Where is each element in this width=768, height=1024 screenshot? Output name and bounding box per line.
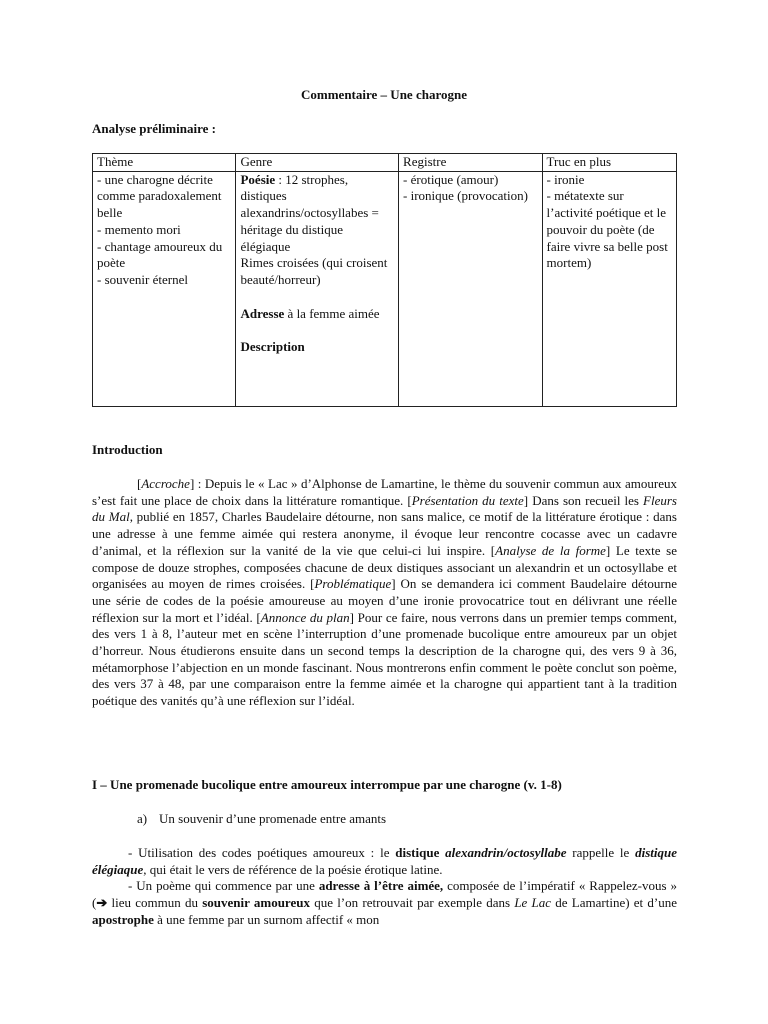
truc-line: - ironie [546,171,585,187]
poesie-text: : 12 strophes, distiques alexandrins/octosyllabes = héritage du distique élégiaque [240,171,379,254]
theme-line: - memento mori [97,221,181,237]
paragraph-adresse [92,878,677,928]
description-label: Description [240,339,305,355]
title-fleurs-du-mal: Fleurs du Mal [92,492,677,525]
analysis-table [92,153,677,407]
theme-line: - chantage amoureux du poète [97,238,223,271]
part-one-heading: I – Une promenade bucolique entre amoureux interrompue par une charogne (v. 1-8) [92,777,562,792]
body-text: de Lamartine) et d’une [551,895,677,911]
introduction-paragraph: [Accroche] : Depuis le « Lac » d’Alphonse de Lamartine, le thème du souvenir commun aux amoureux s’est fait une place de choix dans la littérature romantique. [Présentation du texte] Dans son recueil les Fleurs du Mal, publié en 1857, Charles Baudelaire détourne, non sans malice, ce motif de la littérature érotique : dans une adresse à une femme aimée qui restera anonyme, il évoque leur rencontre cocasse avec un cadavre d’animal, et la réflexion sur la vanité de la vie que celui-ci lui inspire. [Analyse de la forme] Le texte se compose de douze strophes, composées chacune de deux distiques associant un alexandrin et un octosyllabe et organisées au moyen de rimes croisées. [Problématique] On se demandera ici comment Baudelaire détourne une série de codes de la poésie amoureuse au moyen d’une ironie provocatrice tout en délivrant une réelle réflexion sur la mort et l’idéal. [Annonce du plan] Pour ce faire, nous verrons dans un premier temps comment, des vers 1 à 8, l’auteur met en scène l’interruption d’une promenade bucolique entre amoureux par un objet d’horreur. Nous étudierons ensuite dans un second temps la description de la charogne qui, des vers 9 à 36, métamorphose l’abjection en un monde fascinant. Nous montrerons enfin comment le poète conclut son poème, des vers 37 à 48, par une comparaison entre la femme aimée et la charogne qui appartient tant à la tradition poétique des vanités qu’à une réflexion sur l’idéal. [92,476,677,709]
tag-problematique: Problématique [314,576,392,592]
subsection-label: a) [137,811,148,826]
intro-text: On se demandera ici comment Baudelaire détourne une série de codes de la poésie amoureuse au moyen d’une ironie provocatrice tout en délivrant une réelle réflexion sur la mort et l’idéal. [92,576,677,625]
introduction-heading: Introduction [92,442,163,457]
body-text: - Utilisation des codes poétiques amoureux : le [128,845,396,860]
body-text: - Un poème qui commence par une [128,878,319,894]
spacer [240,289,394,306]
term-apostrophe: apostrophe [92,911,154,927]
cell-registre [399,171,542,406]
poesie-label: Poésie [240,171,276,187]
tag-accroche: Accroche [141,476,190,491]
theme-line: - souvenir éternel [97,271,188,287]
genre-adresse [240,306,394,323]
header-registre: Registre [399,154,542,172]
intro-text: : Depuis le « Lac » d’Alphonse de Lamartine, le thème du souvenir commun aux amoureux s’est fait une place de choix dans la littérature romantique. [92,476,677,508]
registre-line: - ironique (provocation) [403,188,528,204]
tag-presentation: Présentation du texte [411,492,524,508]
cell-truc-en-plus [542,171,676,406]
term-alexandrin-octosyllabe: alexandrin/octosyllabe [445,845,567,860]
subsection-title: Un souvenir d’une promenade entre amants [159,811,387,826]
spacer [240,322,394,339]
body-text: que l’on retrouvait par exemple dans [309,895,515,911]
truc-line: - métatexte sur l’activité poétique et le pouvoir du poète (de faire vivre sa belle post mortem) [546,188,668,271]
registre-line: - érotique (amour) [403,171,499,187]
cell-genre [236,171,399,406]
subsection-a-heading [137,811,386,827]
body-text: lieu commun du [107,895,203,911]
part-one-body [92,845,677,929]
body-text: composée de l’impératif « Rappelez-vous » ( [92,878,677,911]
adresse-text: à la femme aimée [284,305,380,321]
intro-text: , publié en 1857, Charles Baudelaire détourne, non sans malice, ce motif de la littérature érotique : dans une adresse à une femme aimée qui restera anonyme, il évoque leur rencontre cocasse avec un cadavre d’animal, et la réflexion sur la vanité de la vie que celui-ci lui inspire. [92,509,677,558]
cell-theme [93,171,236,406]
header-genre: Genre [236,154,399,172]
theme-line: - une charogne décrite comme paradoxalement belle [97,171,222,221]
header-theme: Thème [93,154,236,172]
adresse-label: Adresse [240,305,285,321]
table-row [93,171,677,406]
table-header-row [93,154,677,172]
term-distique-elegiaque: distique élégiaque [92,845,678,877]
preliminary-analysis-heading: Analyse préliminaire : [92,121,216,136]
term-distique: distique [395,845,440,860]
intro-text: Dans son recueil les [528,492,644,508]
genre-description [240,339,394,356]
tag-annonce: Annonce du plan [260,609,350,625]
intro-text: Le texte se compose de douze strophes, composées chacune de deux distiques associant un alexandrin et un octosyllabe et organisées au moyen de rimes croisées. [92,542,677,592]
term-souvenir-amoureux: souvenir amoureux [202,895,310,911]
tag-analyse: Analyse de la forme [495,542,606,558]
header-truc-en-plus: Truc en plus [542,154,676,172]
term-adresse: adresse à l’être aimée, [318,878,444,894]
arrow-icon: ➔ [96,895,108,911]
body-text: rappelle le [566,845,636,860]
paragraph-codes [92,845,677,878]
intro-text: Pour ce faire, nous verrons dans un premier temps comment, des vers 1 à 8, l’auteur met en scène l’interruption d’une promenade bucolique entre amoureux par un objet d’horreur. Nous étudierons ensuite dans un second temps la description de la charogne qui, des vers 9 à 36, métamorphose l’abjection en un monde fascinant. Nous montrerons enfin comment le poète conclut son poème, des vers 37 à 48, par une comparaison entre la femme aimée et la charogne qui appartient tant à la tradition poétique des vanités qu’à une réflexion sur l’idéal. [92,609,677,709]
genre-rimes: Rimes croisées (qui croisent beauté/horreur) [240,255,388,287]
body-text: , qui était le vers de référence de la poésie érotique latine. [143,861,443,877]
document-title: Commentaire – Une charogne [301,87,467,102]
body-text: à une femme par un surnom affectif « mon [153,911,380,927]
genre-poesie [240,172,394,256]
title-le-lac: Le Lac [514,895,552,911]
